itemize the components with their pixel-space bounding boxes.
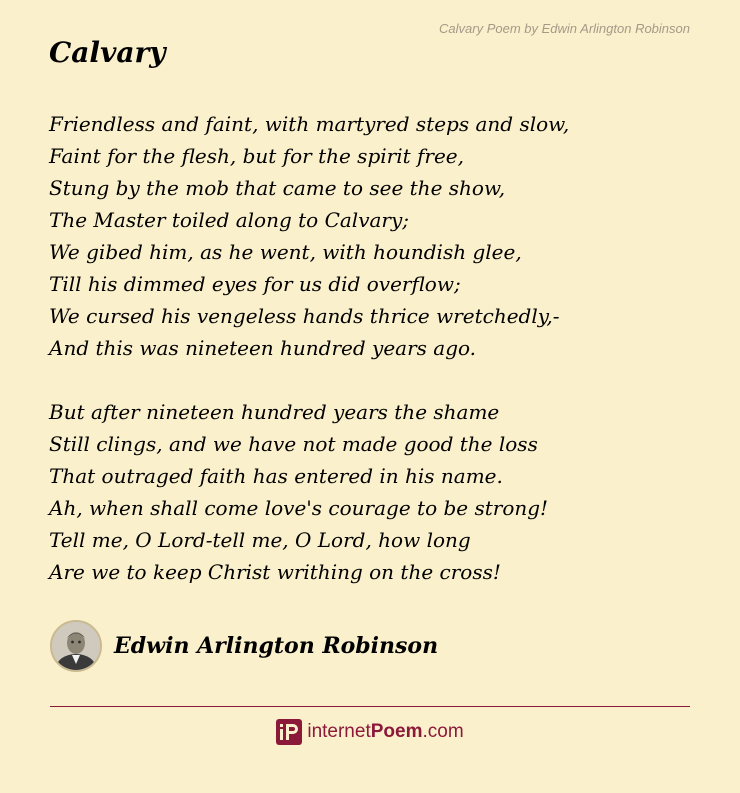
poem-body bbox=[49, 108, 689, 620]
author-portrait-icon bbox=[52, 622, 100, 670]
poem-line: We cursed his vengeless hands thrice wretchedly,- bbox=[49, 304, 560, 328]
internetpoem-logo-icon bbox=[276, 719, 302, 745]
poem-line: We gibed him, as he went, with houndish glee, bbox=[49, 240, 522, 264]
poem-line: Faint for the flesh, but for the spirit free, bbox=[49, 144, 464, 168]
author-avatar[interactable] bbox=[50, 620, 102, 672]
poem-line: Friendless and faint, with martyred steps and slow, bbox=[49, 112, 570, 136]
site-logo[interactable] bbox=[0, 719, 740, 745]
poem-line: The Master toiled along to Calvary; bbox=[49, 208, 410, 232]
poem-line: But after nineteen hundred years the shame bbox=[49, 400, 500, 424]
poem-line: Are we to keep Christ writhing on the cross! bbox=[49, 560, 501, 584]
stanza-2 bbox=[49, 396, 689, 588]
poem-line: Till his dimmed eyes for us did overflow; bbox=[49, 272, 461, 296]
poem-title: Calvary bbox=[49, 36, 166, 69]
stanza-1 bbox=[49, 108, 689, 364]
logo-bold: Poem bbox=[370, 721, 423, 742]
poem-line: Still clings, and we have not made good the loss bbox=[49, 432, 538, 456]
logo-prefix: internet bbox=[307, 721, 371, 742]
footer-divider bbox=[50, 706, 690, 707]
page-credit: Calvary Poem by Edwin Arlington Robinson bbox=[439, 21, 690, 36]
author-name[interactable]: Edwin Arlington Robinson bbox=[114, 633, 439, 659]
poem-line: Tell me, O Lord-tell me, O Lord, how long bbox=[49, 528, 471, 552]
poem-line: Stung by the mob that came to see the show, bbox=[49, 176, 506, 200]
poem-line: That outraged faith has entered in his name. bbox=[49, 464, 503, 488]
poem-line: And this was nineteen hundred years ago. bbox=[49, 336, 477, 360]
logo-suffix: .com bbox=[422, 721, 464, 742]
author-block[interactable] bbox=[50, 620, 438, 672]
site-logo-text[interactable] bbox=[307, 721, 463, 743]
poem-line: Ah, when shall come love's courage to be strong! bbox=[49, 496, 549, 520]
